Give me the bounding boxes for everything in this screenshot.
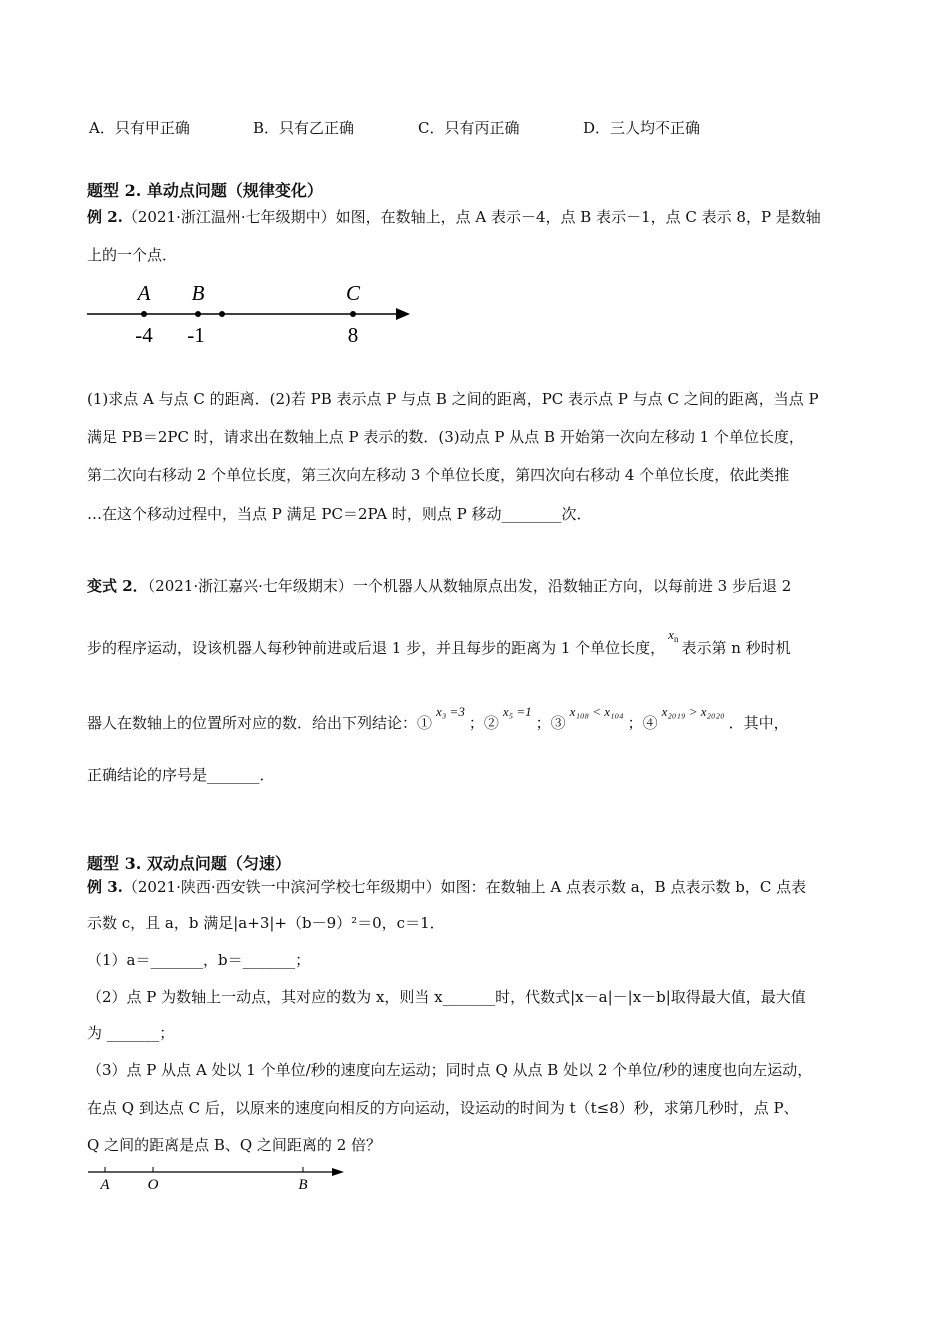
point-c-dot xyxy=(350,311,356,317)
example3-line2: 示数 c，且 a，b 满足|a+3|+（b－9）²＝0，c＝1． xyxy=(87,914,445,932)
variant2-line2: 步的程序运动，设该机器人每秒钟前进或后退 1 步，并且每步的距离为 1 个单位长度，$x_n$ 表示第 n 秒时机 xyxy=(87,627,791,657)
example3-q2: （2）点 P 为数轴上一动点，其对应的数为 x，则当 x_______时，代数式|x－a|－|x－b|取得最大值，最大值 xyxy=(87,988,806,1006)
conclusion-1-formula: x₃ =3 xyxy=(436,704,465,719)
axis-arrow xyxy=(396,308,410,320)
label-o: O xyxy=(147,1177,159,1193)
example2-q3: 第二次向右移动 2 个单位长度，第三次向左移动 3 个单位长度，第四次向右移动 4 个单位长度，依此类推 xyxy=(87,466,790,484)
option-b: B．只有乙正确 xyxy=(253,119,355,137)
axis-arrow-2 xyxy=(332,1168,344,1176)
number-line-example2 xyxy=(80,278,420,350)
point-b-dot xyxy=(195,311,201,317)
point-a-dot xyxy=(141,311,147,317)
variant2-label: 变式 2． xyxy=(87,577,148,595)
number-line-example3 xyxy=(82,1160,352,1196)
example2-line2: 上的一个点． xyxy=(87,246,178,264)
example2-line1: 例 2.（2021·浙江温州·七年级期中）如图，在数轴上，点 A 表示－4，点 B 表示－1，点 C 表示 8，P 是数轴 xyxy=(87,208,821,226)
example3-label: 例 3. xyxy=(87,878,123,896)
point-b-value: -1 xyxy=(187,323,205,347)
example3-q2b: 为 _______； xyxy=(87,1024,175,1042)
xn-formula: $x_n$ xyxy=(668,627,679,644)
variant2-line1: 变式 2．（2021·浙江嘉兴·七年级期末）一个机器人从数轴原点出发，沿数轴正方向，以每前进 3 步后退 2 xyxy=(87,577,792,595)
type3-heading: 题型 3. 双动点问题（匀速） xyxy=(87,854,291,873)
point-a-label: A xyxy=(137,281,151,305)
point-c-value: 8 xyxy=(347,323,359,347)
option-c: C．只有丙正确 xyxy=(418,119,520,137)
option-d: D．三人均不正确 xyxy=(583,119,701,137)
example3-line1: 例 3.（2021·陕西·西安铁一中滨河学校七年级期中）如图：在数轴上 A 点表示数 a，B 点表示数 b，C 点表 xyxy=(87,878,807,896)
example2-q1: (1)求点 A 与点 C 的距离．(2)若 PB 表示点 P 与点 B 之间的距离，PC 表示点 P 与点 C 之间的距离，当点 P xyxy=(87,390,819,408)
point-b-label: B xyxy=(191,281,205,305)
example3-q3b: 在点 Q 到达点 C 后，以原来的速度向相反的方向运动，设运动的时间为 t（t≤8）秒，求第几秒时，点 P、 xyxy=(87,1099,799,1117)
conclusion-3-formula: x₁₀₈ < x₁₀₄ xyxy=(569,704,624,719)
label-a: A xyxy=(100,1177,110,1193)
point-c-label: C xyxy=(345,281,361,305)
point-a-value: -4 xyxy=(135,323,153,347)
conclusion-4-formula: x₂₀₁₉ > x₂₀₂₀ xyxy=(661,704,725,719)
example2-q4: …在这个移动过程中，当点 P 满足 PC＝2PA 时，则点 P 移动________次． xyxy=(87,505,592,523)
origin-dot xyxy=(219,311,225,317)
type2-heading: 题型 2. 单动点问题（规律变化） xyxy=(87,181,323,200)
conclusion-2-formula: x₅ =1 xyxy=(502,704,532,719)
example3-q3c: Q 之间的距离是点 B、Q 之间距离的 2 倍？ xyxy=(87,1136,382,1154)
option-a: A．只有甲正确 xyxy=(89,119,190,137)
example3-q1: （1）a＝_______，b＝_______； xyxy=(87,951,311,969)
variant2-line4: 正确结论的序号是_______． xyxy=(87,766,275,784)
example2-q2: 满足 PB＝2PC 时，请求出在数轴上点 P 表示的数．(3)动点 P 从点 B 开始第一次向左移动 1 个单位长度， xyxy=(87,428,804,446)
variant2-line3: 器人在数轴上的位置所对应的数．给出下列结论：①x₃ =3；②x₅ =1；③x₁₀₈ < x₁₀₄；④x₂₀₁₉ > x₂₀₂₀．其中， xyxy=(87,704,789,732)
example3-q3a: （3）点 P 从点 A 处以 1 个单位/秒的速度向左运动；同时点 Q 从点 B 处以 2 个单位/秒的速度也向左运动， xyxy=(87,1061,813,1079)
label-b: B xyxy=(298,1177,308,1193)
example2-label: 例 2. xyxy=(87,208,123,226)
